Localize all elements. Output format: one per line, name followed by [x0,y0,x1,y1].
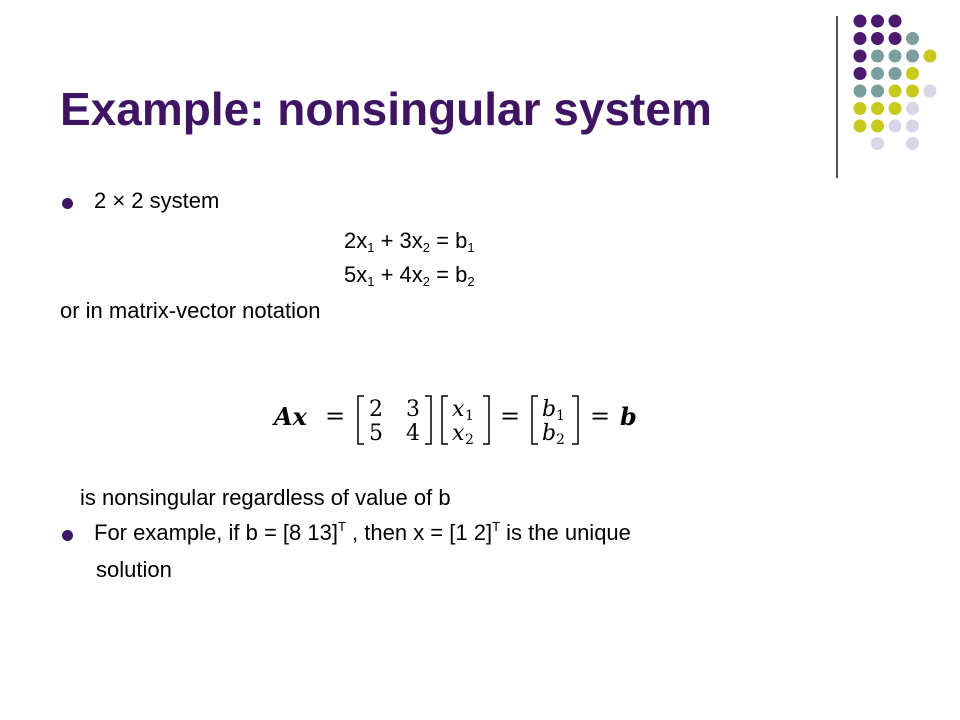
matrix-notation-intro: or in matrix-vector notation [60,298,321,323]
decorative-dot [906,137,919,150]
decorative-dot [924,85,937,98]
svg-text:x: x [452,421,465,446]
decorative-dot [906,67,919,80]
decorative-dot [871,32,884,45]
decorative-dot [871,85,884,98]
decorative-dot [854,120,867,133]
bullet-text-example: For example, if b = [8 13]$^T$ , then x = [1 2]$^T$ is the unique [94,519,631,545]
decorative-dot [906,50,919,63]
matrix-a-11: 2 [369,397,383,422]
decorative-dot [871,50,884,63]
decorative-dot [871,120,884,133]
matrix-a-22: 4 [406,421,420,446]
matrix-a-21: 5 [369,421,383,446]
decorative-dot [889,32,902,45]
decorative-dot [854,67,867,80]
equation-2: $5x_1 + 4x_2 = b_2$ [344,262,475,289]
slide-title: Example: nonsingular system [60,83,712,135]
decorative-dot [906,120,919,133]
decorative-dot [889,67,902,80]
decorative-dot [854,32,867,45]
svg-text:=: = [590,402,611,430]
decorative-dot [906,32,919,45]
decorative-dot [871,102,884,115]
decorative-dot [889,15,902,28]
decorative-dot [854,85,867,98]
bullet-marker [62,198,73,209]
decorative-dot [889,85,902,98]
decorative-dot [854,50,867,63]
decorative-dot [889,102,902,115]
equation-1: $2x_1 + 3x_2 = b_1$ [344,228,475,255]
vector-x-1: 1 [465,408,474,424]
matrix-lhs: Ax [274,402,307,431]
svg-text:x: x [452,397,465,422]
decorative-dot [889,120,902,133]
vector-b-2: 2 [556,432,565,448]
decorative-dot [924,50,937,63]
decorative-dot [871,137,884,150]
decorative-dot [889,50,902,63]
decorative-dot [854,102,867,115]
decorative-dot [854,15,867,28]
vertical-divider-line [836,16,838,178]
decorative-dot [906,102,919,115]
svg-text:b: b [542,397,557,422]
decorative-dot [871,67,884,80]
nonsingular-statement: is nonsingular regardless of value of b [80,485,451,510]
vector-x-2: 2 [465,432,474,448]
decorative-dot [906,85,919,98]
vector-b-1: 1 [556,408,565,424]
svg-text:=: = [500,402,521,430]
matrix-a-12: 3 [406,397,420,422]
bullet-text-system: 2 × 2 system [94,188,220,213]
bullet-marker [62,530,73,541]
matrix-vector-equation [272,378,652,458]
bullet-text-example-continued: solution [96,557,172,582]
decorative-dot [871,15,884,28]
matrix-rhs: b [620,402,637,431]
svg-text:=: = [325,402,346,430]
svg-text:b: b [542,421,557,446]
